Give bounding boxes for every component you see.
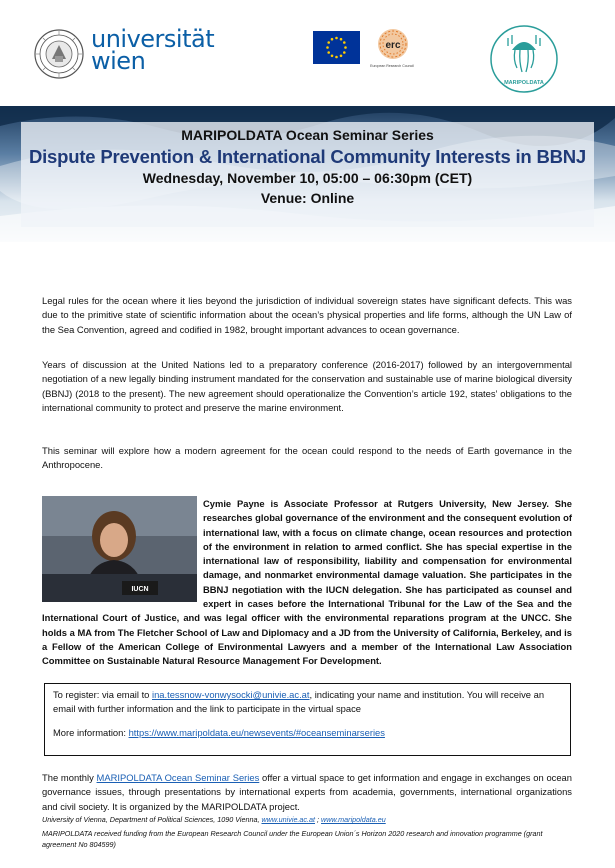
more-info-label: More information: [53,726,129,738]
address-prefix: University of Vienna, Department of Political Sciences, 1090 Vienna, [42,815,262,824]
monthly-prefix: The monthly [42,772,97,783]
maripoldata-link[interactable]: www.maripoldata.eu [321,815,386,824]
series-description [42,771,572,814]
series-link[interactable]: MARIPOLDATA Ocean Seminar Series [96,772,260,783]
event-venue: Venue: Online [260,190,355,206]
speaker-bio-text: Cymie Payne is Associate Professor at Rutgers University, New Jersey. She researches global governance of the environment and the consequent evolution of international law, with a focus on climate change, ocean resources and protection of the environment in relation to armed conflict. She has special expertise in the international law of responsibility, liability and compensation for environmental damage, and nonmarket environmental damage valuation. She participates in the BBNJ negotiation with the IUCN delegation. She has participated as counsel and expert in cases before the International Tribunal for the Law of the Sea and the International Court of Justice, and was legal officer with the environmental reparations program at the UNCC. She holds a MA from The Fletcher School of Law and Diplomacy and a JD from the University of California, Berkeley, and is a Fellow of the American College of Environmental Lawyers and a member of the International Law Association Committee on Sustainable Natural Resource Management For Development. [42,498,572,667]
intro-paragraph-1: Legal rules for the ocean where it lies beyond the jurisdiction of individual sovereign states have significant defects. This was due to the primitive state of scientific information about the ocean’s physical properties and life forms, although the UN Law of the Sea Convention, agreed and codified in 1982, brought important advances to ocean governance. [42,295,572,335]
registration-text [53,688,562,717]
address-separator: ; [315,815,322,824]
more-info-link[interactable]: https://www.maripoldata.eu/newsevents/#oceanseminarseries [128,726,385,738]
register-email-link[interactable]: ina.tessnow-vonwysocki@univie.ac.at [152,689,310,700]
speaker-bio [42,497,572,669]
eu-flag-icon [313,31,360,64]
university-wordmark [91,25,215,75]
more-information [53,726,562,740]
register-suffix: , indicating your name and institution. You will receive an email with further information and the link to participate in the virtual space [53,689,545,715]
university-name-line1: universität [91,25,215,53]
erc-caption: European Research Council [370,64,414,68]
maripoldata-logo-icon [490,22,558,97]
event-banner [0,106,615,242]
university-name-line2: wien [91,47,146,75]
series-title: MARIPOLDATA Ocean Seminar Series [181,127,434,143]
intro-paragraph-3: This seminar will explore how a modern agreement for the ocean could respond to the needs of Earth governance in the Anthropocene. [42,445,572,471]
register-prefix: To register: via email to [53,689,152,700]
funding-statement: MARIPOLDATA received funding from the European Research Council under the European Union´s Horizon 2020 research and innovation programme (grant agreement No 804599) [42,829,543,849]
erc-logo-text: erc [385,40,401,51]
univie-link[interactable]: www.univie.ac.at [261,815,316,824]
event-date: Wednesday, November 10, 05:00 – 06:30pm (CET) [142,170,473,186]
address-line [42,815,572,824]
registration-box [44,683,571,756]
maripoldata-logo-text: MARIPOLDATA [504,80,544,86]
monthly-suffix: offer a virtual space to get information and engage in exchanges on ocean governance issues, through presentations by international experts from academia, governments, international organizations and civil society. It is organized by the MARIPOLDATA project. [42,772,572,812]
banner-title-box [21,122,594,227]
photo-spacer [42,497,203,603]
event-title: Dispute Prevention & International Community Interests in BBNJ [28,146,587,167]
university-seal-icon [34,29,84,79]
photo-sign-text: IUCN [131,586,149,593]
intro-paragraph-2: Years of discussion at the United Nations led to a preparatory conference (2016-2017) followed by an intergovernmental negotiation of a new legally binding instrument mandated for the conservation and sustainable use of marine biological diversity (BBNJ) (2018 to the present). The new agreement should operationalize the Convention’s article 192, states’ obligations to the international community to protect and preserve the marine environment. [42,359,572,413]
logo-bar [0,0,615,106]
